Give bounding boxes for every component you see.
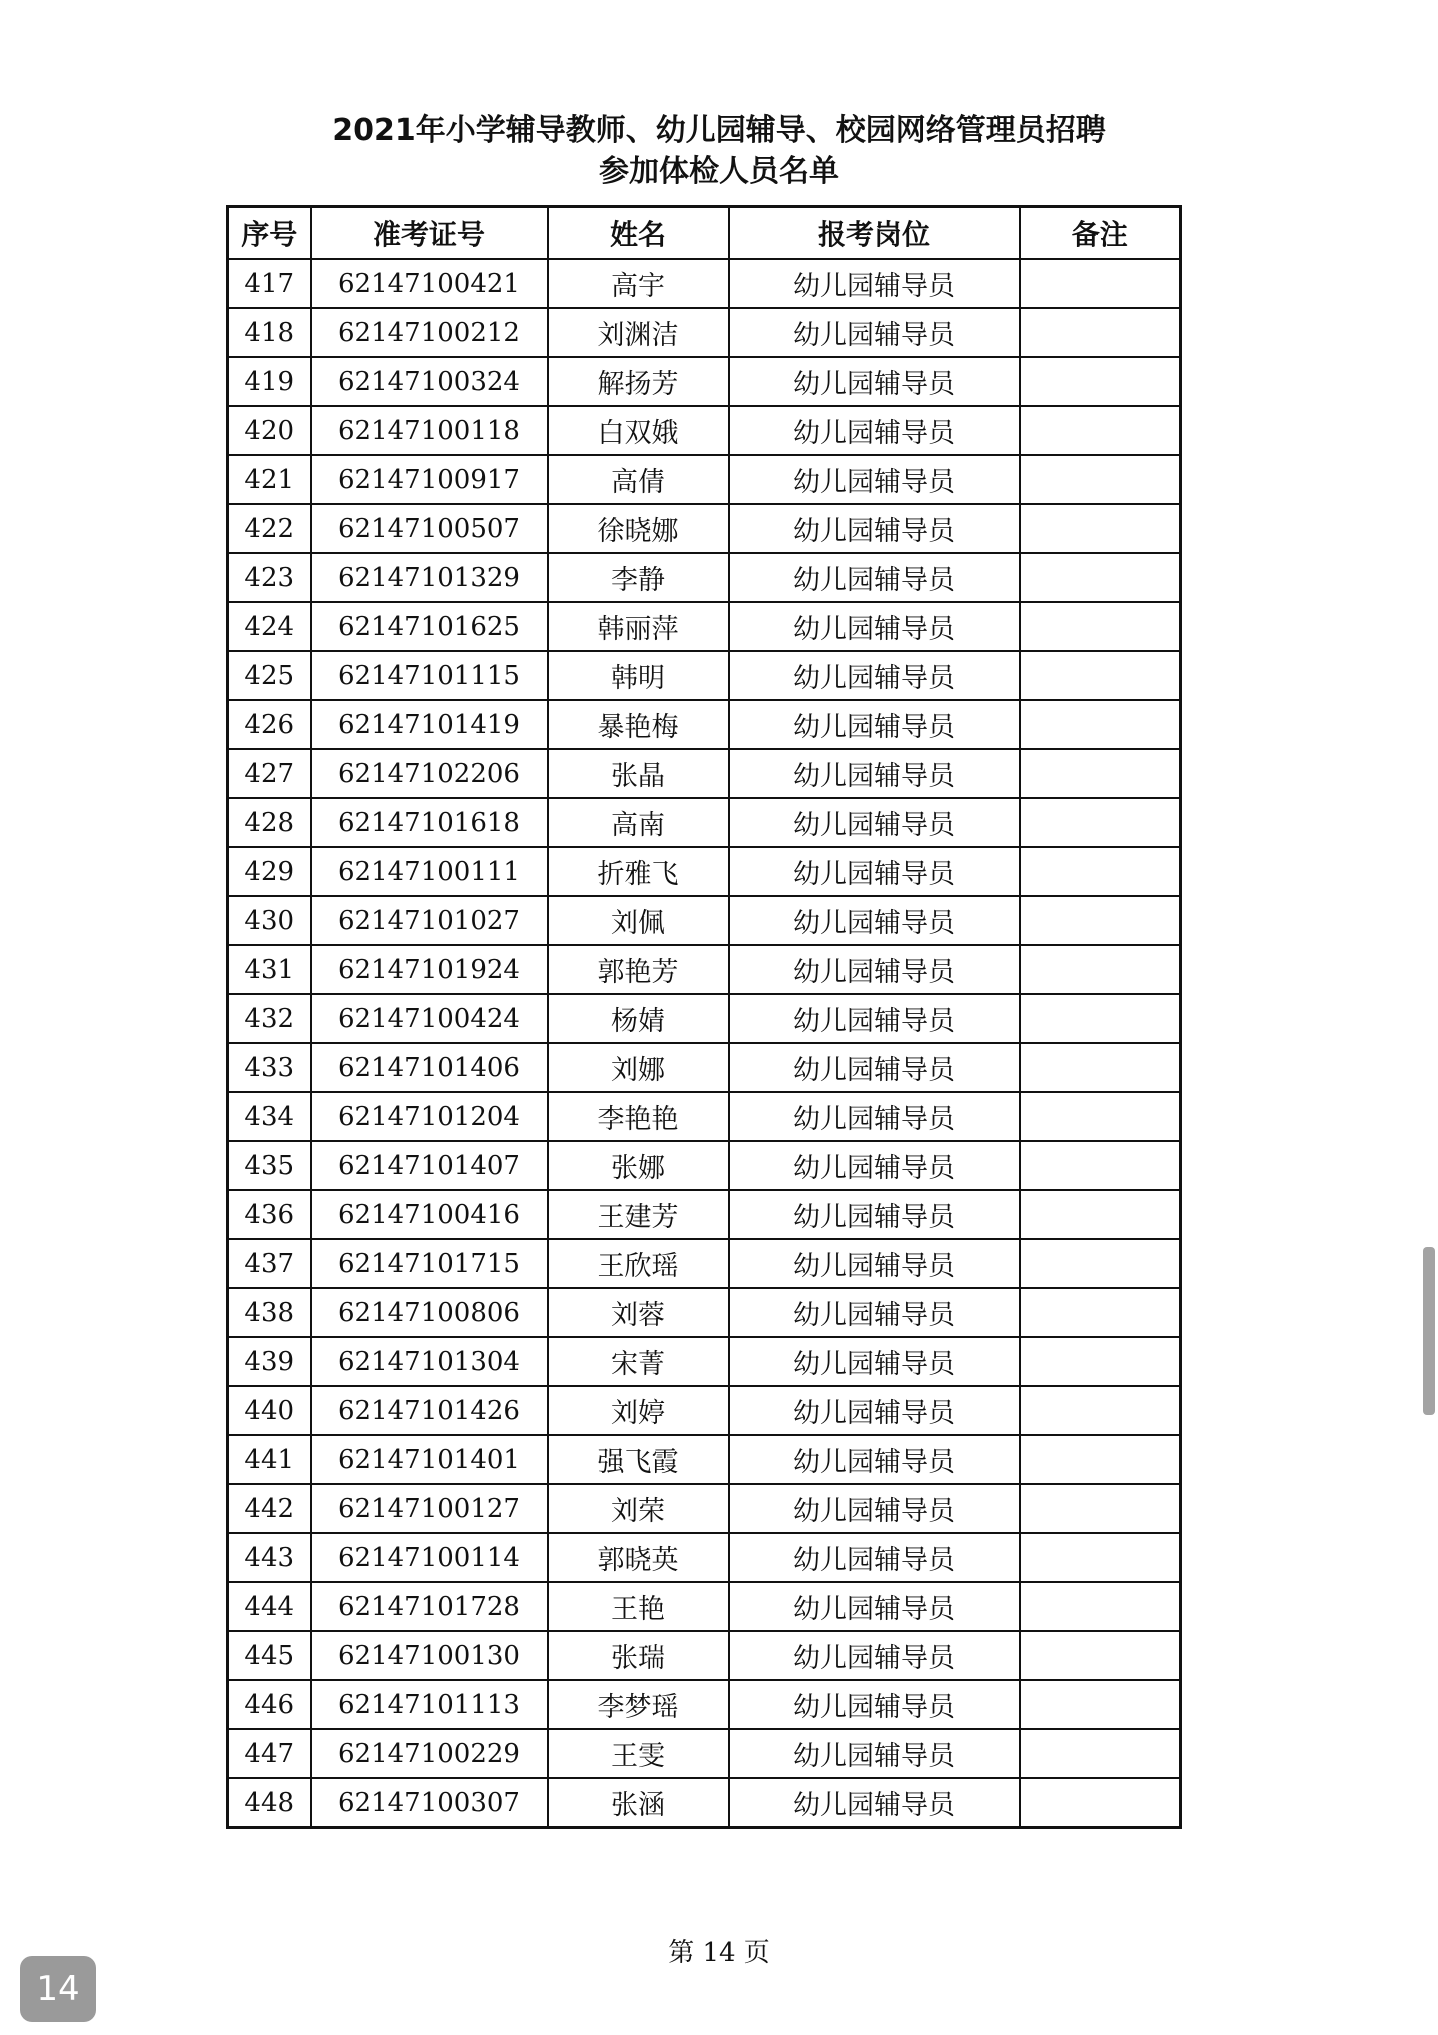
cell-position: 幼儿园辅导员	[729, 1435, 1020, 1484]
cell-exam-id: 62147101406	[311, 1043, 548, 1092]
cell-position: 幼儿园辅导员	[729, 1337, 1020, 1386]
cell-position: 幼儿园辅导员	[729, 1582, 1020, 1631]
cell-seq: 423	[228, 553, 311, 602]
cell-position: 幼儿园辅导员	[729, 700, 1020, 749]
cell-exam-id: 62147100917	[311, 455, 548, 504]
cell-note	[1020, 651, 1181, 700]
cell-name: 宋菁	[548, 1337, 729, 1386]
cell-exam-id: 62147101618	[311, 798, 548, 847]
cell-seq: 435	[228, 1141, 311, 1190]
cell-position: 幼儿园辅导员	[729, 798, 1020, 847]
cell-position: 幼儿园辅导员	[729, 896, 1020, 945]
cell-position: 幼儿园辅导员	[729, 1239, 1020, 1288]
cell-note	[1020, 1288, 1181, 1337]
cell-name: 杨婧	[548, 994, 729, 1043]
cell-name: 折雅飞	[548, 847, 729, 896]
cell-seq: 443	[228, 1533, 311, 1582]
cell-position: 幼儿园辅导员	[729, 455, 1020, 504]
cell-seq: 422	[228, 504, 311, 553]
cell-position: 幼儿园辅导员	[729, 1190, 1020, 1239]
roster-table	[226, 205, 1182, 1829]
cell-note	[1020, 945, 1181, 994]
cell-seq: 421	[228, 455, 311, 504]
cell-note	[1020, 1778, 1181, 1828]
cell-position: 幼儿园辅导员	[729, 602, 1020, 651]
cell-exam-id: 62147100114	[311, 1533, 548, 1582]
cell-note	[1020, 357, 1181, 406]
cell-note	[1020, 798, 1181, 847]
table-row	[228, 1435, 1181, 1484]
cell-name: 刘佩	[548, 896, 729, 945]
cell-position: 幼儿园辅导员	[729, 994, 1020, 1043]
cell-name: 白双娥	[548, 406, 729, 455]
cell-seq: 427	[228, 749, 311, 798]
cell-seq: 445	[228, 1631, 311, 1680]
cell-exam-id: 62147101304	[311, 1337, 548, 1386]
table-row	[228, 651, 1181, 700]
cell-name: 李静	[548, 553, 729, 602]
cell-position: 幼儿园辅导员	[729, 1631, 1020, 1680]
cell-note	[1020, 406, 1181, 455]
header-name: 姓名	[548, 207, 729, 260]
cell-position: 幼儿园辅导员	[729, 651, 1020, 700]
table-row	[228, 847, 1181, 896]
cell-name: 王艳	[548, 1582, 729, 1631]
table-row	[228, 700, 1181, 749]
cell-seq: 440	[228, 1386, 311, 1435]
cell-name: 刘荣	[548, 1484, 729, 1533]
cell-note	[1020, 1386, 1181, 1435]
cell-note	[1020, 1092, 1181, 1141]
cell-seq: 441	[228, 1435, 311, 1484]
cell-name: 张晶	[548, 749, 729, 798]
table-row	[228, 1288, 1181, 1337]
cell-position: 幼儿园辅导员	[729, 504, 1020, 553]
cell-seq: 436	[228, 1190, 311, 1239]
cell-note	[1020, 455, 1181, 504]
cell-name: 王雯	[548, 1729, 729, 1778]
cell-exam-id: 62147100421	[311, 259, 548, 308]
cell-exam-id: 62147100130	[311, 1631, 548, 1680]
cell-note	[1020, 1680, 1181, 1729]
table-row	[228, 504, 1181, 553]
table-row	[228, 553, 1181, 602]
cell-note	[1020, 602, 1181, 651]
cell-position: 幼儿园辅导员	[729, 1729, 1020, 1778]
cell-seq: 417	[228, 259, 311, 308]
cell-note	[1020, 553, 1181, 602]
cell-name: 高南	[548, 798, 729, 847]
table-row	[228, 945, 1181, 994]
cell-note	[1020, 749, 1181, 798]
cell-position: 幼儿园辅导员	[729, 259, 1020, 308]
cell-name: 高倩	[548, 455, 729, 504]
cell-position: 幼儿园辅导员	[729, 553, 1020, 602]
cell-exam-id: 62147101419	[311, 700, 548, 749]
cell-seq: 444	[228, 1582, 311, 1631]
table-row	[228, 749, 1181, 798]
cell-note	[1020, 1190, 1181, 1239]
table-row	[228, 1141, 1181, 1190]
table-row	[228, 994, 1181, 1043]
page-number-badge[interactable]: 14	[20, 1956, 96, 2022]
cell-note	[1020, 896, 1181, 945]
page-footer: 第 14 页	[668, 1938, 770, 1968]
header-exam-id: 准考证号	[311, 207, 548, 260]
table-row	[228, 1484, 1181, 1533]
cell-name: 李艳艳	[548, 1092, 729, 1141]
cell-exam-id: 62147101401	[311, 1435, 548, 1484]
header-position: 报考岗位	[729, 207, 1020, 260]
cell-note	[1020, 1582, 1181, 1631]
cell-position: 幼儿园辅导员	[729, 1680, 1020, 1729]
cell-exam-id: 62147100111	[311, 847, 548, 896]
cell-name: 解扬芳	[548, 357, 729, 406]
cell-note	[1020, 1435, 1181, 1484]
cell-name: 王欣瑶	[548, 1239, 729, 1288]
cell-exam-id: 62147101407	[311, 1141, 548, 1190]
cell-name: 张瑞	[548, 1631, 729, 1680]
cell-name: 徐晓娜	[548, 504, 729, 553]
cell-seq: 432	[228, 994, 311, 1043]
cell-position: 幼儿园辅导员	[729, 749, 1020, 798]
table-row	[228, 1729, 1181, 1778]
cell-name: 李梦瑶	[548, 1680, 729, 1729]
table-row	[228, 308, 1181, 357]
cell-seq: 424	[228, 602, 311, 651]
cell-seq: 437	[228, 1239, 311, 1288]
cell-note	[1020, 847, 1181, 896]
cell-note	[1020, 1337, 1181, 1386]
cell-position: 幼儿园辅导员	[729, 1288, 1020, 1337]
cell-note	[1020, 1484, 1181, 1533]
cell-position: 幼儿园辅导员	[729, 406, 1020, 455]
cell-position: 幼儿园辅导员	[729, 1092, 1020, 1141]
table-row	[228, 357, 1181, 406]
cell-exam-id: 62147101426	[311, 1386, 548, 1435]
cell-seq: 433	[228, 1043, 311, 1092]
cell-exam-id: 62147101625	[311, 602, 548, 651]
cell-name: 高宇	[548, 259, 729, 308]
header-seq: 序号	[228, 207, 311, 260]
cell-note	[1020, 259, 1181, 308]
cell-seq: 426	[228, 700, 311, 749]
cell-exam-id: 62147101204	[311, 1092, 548, 1141]
cell-seq: 442	[228, 1484, 311, 1533]
cell-exam-id: 62147100212	[311, 308, 548, 357]
table-body	[228, 259, 1181, 1828]
cell-name: 韩明	[548, 651, 729, 700]
cell-position: 幼儿园辅导员	[729, 945, 1020, 994]
cell-seq: 448	[228, 1778, 311, 1828]
cell-note	[1020, 504, 1181, 553]
cell-position: 幼儿园辅导员	[729, 308, 1020, 357]
table-row	[228, 1239, 1181, 1288]
table-row	[228, 1337, 1181, 1386]
cell-exam-id: 62147100229	[311, 1729, 548, 1778]
cell-seq: 419	[228, 357, 311, 406]
table-row	[228, 896, 1181, 945]
table-row	[228, 259, 1181, 308]
table-row	[228, 1680, 1181, 1729]
cell-name: 暴艳梅	[548, 700, 729, 749]
cell-position: 幼儿园辅导员	[729, 1778, 1020, 1828]
cell-exam-id: 62147101715	[311, 1239, 548, 1288]
table-row	[228, 1092, 1181, 1141]
scrollbar-thumb[interactable]	[1423, 1247, 1435, 1415]
cell-name: 张涵	[548, 1778, 729, 1828]
cell-name: 刘娜	[548, 1043, 729, 1092]
cell-position: 幼儿园辅导员	[729, 1533, 1020, 1582]
table-row	[228, 1043, 1181, 1092]
cell-exam-id: 62147100307	[311, 1778, 548, 1828]
table-row	[228, 1582, 1181, 1631]
cell-note	[1020, 1729, 1181, 1778]
cell-exam-id: 62147101027	[311, 896, 548, 945]
cell-exam-id: 62147101115	[311, 651, 548, 700]
cell-seq: 431	[228, 945, 311, 994]
cell-position: 幼儿园辅导员	[729, 1141, 1020, 1190]
cell-exam-id: 62147101924	[311, 945, 548, 994]
cell-seq: 447	[228, 1729, 311, 1778]
cell-note	[1020, 1239, 1181, 1288]
cell-name: 郭艳芳	[548, 945, 729, 994]
table-row	[228, 455, 1181, 504]
cell-name: 郭晓英	[548, 1533, 729, 1582]
cell-exam-id: 62147100127	[311, 1484, 548, 1533]
cell-name: 王建芳	[548, 1190, 729, 1239]
document-title-line1: 2021年小学辅导教师、幼儿园辅导、校园网络管理员招聘	[332, 113, 1106, 148]
cell-note	[1020, 700, 1181, 749]
cell-note	[1020, 1043, 1181, 1092]
table-row	[228, 406, 1181, 455]
cell-position: 幼儿园辅导员	[729, 1043, 1020, 1092]
table-row	[228, 1778, 1181, 1828]
cell-exam-id: 62147101728	[311, 1582, 548, 1631]
cell-name: 刘蓉	[548, 1288, 729, 1337]
cell-seq: 420	[228, 406, 311, 455]
cell-seq: 418	[228, 308, 311, 357]
cell-name: 张娜	[548, 1141, 729, 1190]
cell-name: 韩丽萍	[548, 602, 729, 651]
cell-seq: 438	[228, 1288, 311, 1337]
cell-exam-id: 62147100424	[311, 994, 548, 1043]
cell-exam-id: 62147100416	[311, 1190, 548, 1239]
header-note: 备注	[1020, 207, 1181, 260]
cell-exam-id: 62147101113	[311, 1680, 548, 1729]
table-row	[228, 798, 1181, 847]
cell-seq: 434	[228, 1092, 311, 1141]
table-row	[228, 602, 1181, 651]
cell-name: 强飞霞	[548, 1435, 729, 1484]
cell-exam-id: 62147100507	[311, 504, 548, 553]
cell-note	[1020, 994, 1181, 1043]
cell-seq: 446	[228, 1680, 311, 1729]
cell-position: 幼儿园辅导员	[729, 847, 1020, 896]
cell-note	[1020, 1533, 1181, 1582]
cell-position: 幼儿园辅导员	[729, 1386, 1020, 1435]
cell-exam-id: 62147101329	[311, 553, 548, 602]
cell-position: 幼儿园辅导员	[729, 357, 1020, 406]
table-row	[228, 1533, 1181, 1582]
cell-note	[1020, 1141, 1181, 1190]
table-row	[228, 1631, 1181, 1680]
cell-exam-id: 62147100118	[311, 406, 548, 455]
cell-position: 幼儿园辅导员	[729, 1484, 1020, 1533]
cell-seq: 428	[228, 798, 311, 847]
cell-seq: 439	[228, 1337, 311, 1386]
cell-seq: 425	[228, 651, 311, 700]
cell-name: 刘婷	[548, 1386, 729, 1435]
cell-name: 刘渊洁	[548, 308, 729, 357]
cell-exam-id: 62147100806	[311, 1288, 548, 1337]
document-title-line2: 参加体检人员名单	[599, 154, 839, 189]
cell-exam-id: 62147100324	[311, 357, 548, 406]
cell-seq: 430	[228, 896, 311, 945]
table-header-row	[228, 207, 1181, 260]
cell-seq: 429	[228, 847, 311, 896]
table-row	[228, 1386, 1181, 1435]
table-row	[228, 1190, 1181, 1239]
cell-note	[1020, 308, 1181, 357]
cell-note	[1020, 1631, 1181, 1680]
cell-exam-id: 62147102206	[311, 749, 548, 798]
